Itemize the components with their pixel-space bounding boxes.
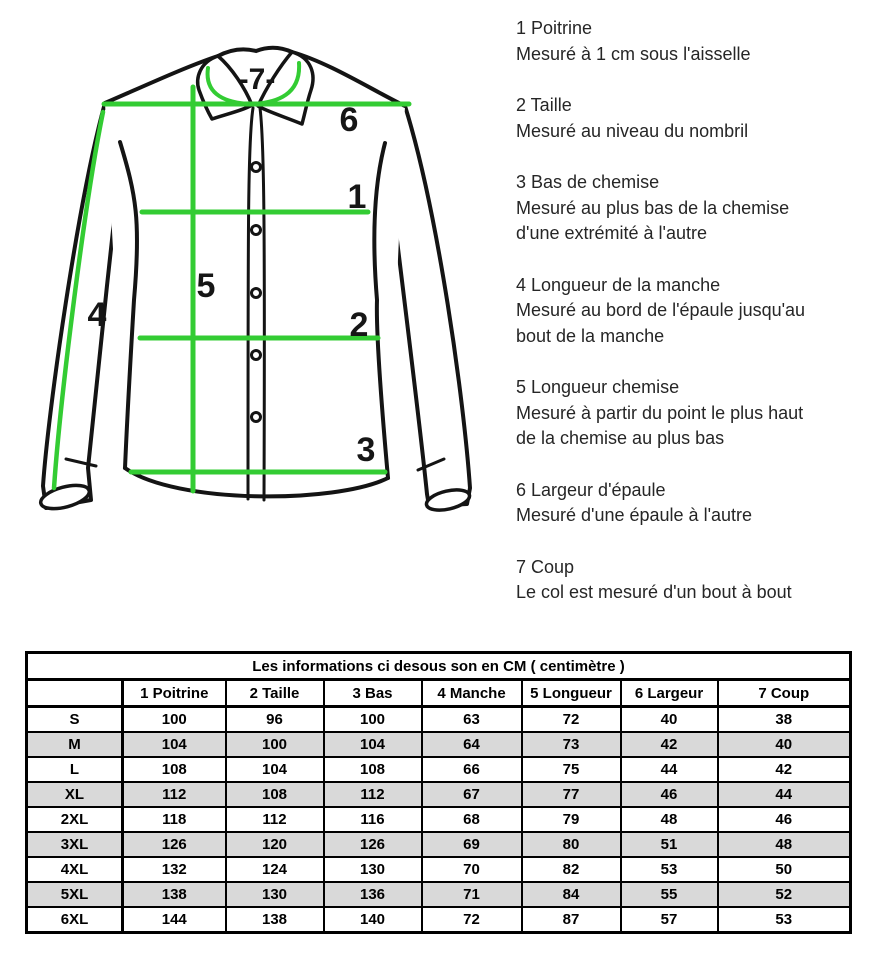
measurement-desc: Mesuré au bord de l'épaule jusqu'au bout de la manche <box>516 300 806 346</box>
cell-value: 80 <box>522 832 621 857</box>
cell-value: 100 <box>324 707 422 733</box>
cell-value: 138 <box>226 907 324 933</box>
torso-fill <box>105 52 405 496</box>
cell-value: 44 <box>718 782 851 807</box>
cell-value: 42 <box>621 732 718 757</box>
cell-value: 63 <box>422 707 522 733</box>
cell-value: 66 <box>422 757 522 782</box>
col-header-longueur: 5 Longueur <box>522 680 621 707</box>
cell-value: 96 <box>226 707 324 733</box>
shirt-diagram <box>0 0 500 630</box>
size-label: S <box>27 707 123 733</box>
cell-value: 44 <box>621 757 718 782</box>
table-row <box>27 907 851 933</box>
size-label: XL <box>27 782 123 807</box>
label-7-collar: -7- <box>238 63 276 96</box>
cell-value: 73 <box>522 732 621 757</box>
cell-value: 40 <box>718 732 851 757</box>
table-row <box>27 857 851 882</box>
button-icon <box>252 289 261 298</box>
cell-value: 118 <box>123 807 226 832</box>
cell-value: 112 <box>324 782 422 807</box>
cell-value: 48 <box>621 807 718 832</box>
measurement-label: 3 Bas de chemise <box>516 172 660 192</box>
size-label: 6XL <box>27 907 123 933</box>
cell-value: 104 <box>226 757 324 782</box>
button-icon <box>252 351 261 360</box>
button-icon <box>252 226 261 235</box>
cell-value: 48 <box>718 832 851 857</box>
cell-value: 104 <box>324 732 422 757</box>
cell-value: 132 <box>123 857 226 882</box>
table-row <box>27 807 851 832</box>
cell-value: 38 <box>718 707 851 733</box>
measurement-label: 4 Longueur de la manche <box>516 274 721 295</box>
size-label: L <box>27 757 123 782</box>
cell-value: 116 <box>324 807 422 832</box>
cell-value: 130 <box>324 857 422 882</box>
shirt-diagram-svg <box>0 0 500 630</box>
cell-value: 104 <box>123 732 226 757</box>
cell-value: 71 <box>422 882 522 907</box>
col-header-bas: 3 Bas <box>324 680 422 707</box>
size-table <box>25 651 852 934</box>
col-header-blank <box>27 680 123 707</box>
measurement-item <box>516 93 826 144</box>
table-row <box>27 707 851 733</box>
cell-value: 40 <box>621 707 718 733</box>
cell-value: 108 <box>226 782 324 807</box>
table-row <box>27 757 851 782</box>
cell-value: 68 <box>422 807 522 832</box>
col-header-coup: 7 Coup <box>718 680 851 707</box>
cell-value: 79 <box>522 807 621 832</box>
cell-value: 53 <box>621 857 718 882</box>
cell-value: 144 <box>123 907 226 933</box>
col-header-taille: 2 Taille <box>226 680 324 707</box>
col-header-manche: 4 Manche <box>422 680 522 707</box>
measurement-label: 5 Longueur chemise <box>516 377 680 397</box>
measurement-desc: Le col est mesuré d'un bout à bout <box>516 582 792 602</box>
cell-value: 108 <box>324 757 422 782</box>
label-6-shoulder: 6 <box>339 101 359 139</box>
table-row <box>27 782 851 807</box>
table-header-row <box>27 680 851 707</box>
cell-value: 136 <box>324 882 422 907</box>
cell-value: 126 <box>123 832 226 857</box>
button-icon <box>252 163 261 172</box>
cell-value: 77 <box>522 782 621 807</box>
size-label: 2XL <box>27 807 123 832</box>
measurement-label: 7 Coup <box>516 556 575 577</box>
cell-value: 87 <box>522 907 621 933</box>
table-row <box>27 732 851 757</box>
cell-value: 55 <box>621 882 718 907</box>
measurement-item <box>516 555 826 606</box>
label-5-length: 5 <box>196 267 216 305</box>
cell-value: 84 <box>522 882 621 907</box>
cell-value: 67 <box>422 782 522 807</box>
cell-value: 112 <box>123 782 226 807</box>
cell-value: 52 <box>718 882 851 907</box>
measurement-item <box>516 170 826 247</box>
cell-value: 46 <box>718 807 851 832</box>
label-3-bottom: 3 <box>356 431 376 469</box>
label-1-chest: 1 <box>347 178 367 216</box>
col-header-largeur: 6 Largeur <box>621 680 718 707</box>
label-4-sleeve: 4 <box>87 296 107 334</box>
measurement-item <box>516 375 826 452</box>
measurement-desc: Mesuré au niveau du nombril <box>516 120 749 141</box>
cell-value: 124 <box>226 857 324 882</box>
measurement-item <box>516 273 826 350</box>
cell-value: 140 <box>324 907 422 933</box>
cell-value: 72 <box>422 907 522 933</box>
cell-value: 50 <box>718 857 851 882</box>
measurement-desc: Mesuré d'une épaule à l'autre <box>516 505 753 525</box>
measurement-descriptions <box>516 16 826 632</box>
table-title-row <box>27 653 851 680</box>
size-label: 4XL <box>27 857 123 882</box>
size-label: 5XL <box>27 882 123 907</box>
measurement-desc: Mesuré à 1 cm sous l'aisselle <box>516 43 751 64</box>
cell-value: 108 <box>123 757 226 782</box>
cell-value: 138 <box>123 882 226 907</box>
measurement-desc: Mesuré au plus bas de la chemise d'une extrémité à l'autre <box>516 197 790 243</box>
cell-value: 53 <box>718 907 851 933</box>
cell-value: 51 <box>621 832 718 857</box>
cell-value: 126 <box>324 832 422 857</box>
cell-value: 100 <box>123 707 226 733</box>
measurement-label: 2 Taille <box>516 95 572 115</box>
cell-value: 120 <box>226 832 324 857</box>
size-label: M <box>27 732 123 757</box>
measurement-label: 1 Poitrine <box>516 18 593 38</box>
cell-value: 75 <box>522 757 621 782</box>
cell-value: 130 <box>226 882 324 907</box>
measurement-desc: Mesuré à partir du point le plus haut de la chemise au plus bas <box>516 402 804 448</box>
cell-value: 112 <box>226 807 324 832</box>
col-header-poitrine: 1 Poitrine <box>123 680 226 707</box>
cell-value: 57 <box>621 907 718 933</box>
table-row <box>27 832 851 857</box>
cell-value: 46 <box>621 782 718 807</box>
cell-value: 72 <box>522 707 621 733</box>
cell-value: 64 <box>422 732 522 757</box>
size-label: 3XL <box>27 832 123 857</box>
cell-value: 69 <box>422 832 522 857</box>
cell-value: 42 <box>718 757 851 782</box>
cell-value: 100 <box>226 732 324 757</box>
measurement-item <box>516 16 826 67</box>
table-row <box>27 882 851 907</box>
label-2-waist: 2 <box>349 306 369 344</box>
cell-value: 82 <box>522 857 621 882</box>
table-title: Les informations ci desous son en CM ( centimètre ) <box>27 653 851 680</box>
measurement-item <box>516 478 826 529</box>
measurement-label: 6 Largeur d'épaule <box>516 479 666 500</box>
cell-value: 70 <box>422 857 522 882</box>
button-icon <box>252 413 261 422</box>
